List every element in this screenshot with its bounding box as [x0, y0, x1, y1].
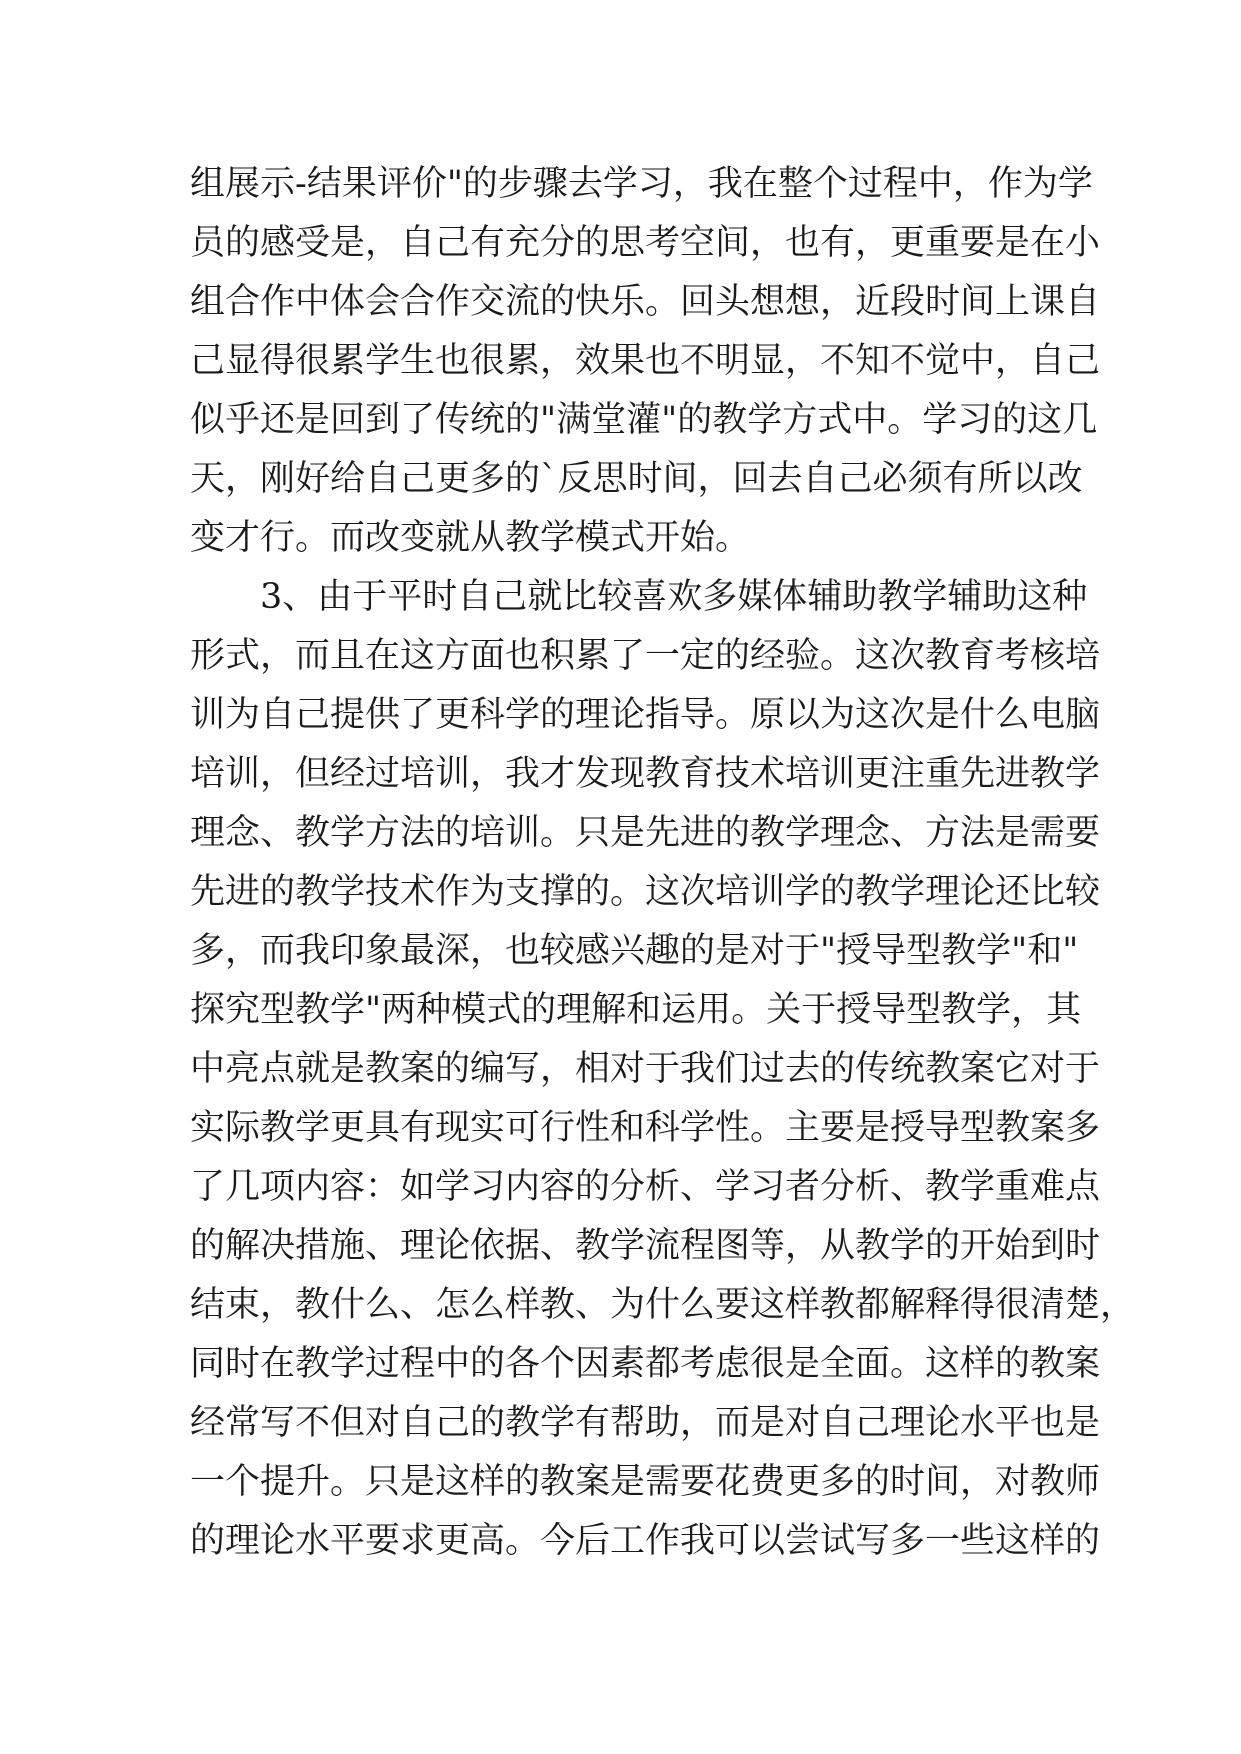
- text-line: 形式，而且在这方面也积累了一定的经验。这次教育考核培: [190, 636, 1101, 676]
- text-line: 的理论水平要求更高。今后工作我可以尝试写多一些这样的: [190, 1521, 1101, 1561]
- text-line: 的解决措施、理论依据、教学流程图等，从教学的开始到时: [190, 1226, 1101, 1266]
- text-line: 结束，教什么、怎么样教、为什么要这样教都解释得很清楚，: [190, 1285, 1136, 1325]
- text-line: 中亮点就是教案的编写，相对于我们过去的传统教案它对于: [190, 1049, 1101, 1089]
- text-line: 一个提升。只是这样的教案是需要花费更多的时间，对教师: [190, 1462, 1101, 1502]
- text-line: 同时在教学过程中的各个因素都考虑很是全面。这样的教案: [190, 1344, 1101, 1384]
- text-line: 组合作中体会合作交流的快乐。回头想想，近段时间上课自: [190, 282, 1101, 322]
- text-line: 训为自己提供了更科学的理论指导。原以为这次是什么电脑: [190, 695, 1101, 735]
- text-line: 探究型教学"两种模式的理解和运用。关于授导型教学，其: [190, 990, 1082, 1030]
- text-line: 组展示-结果评价"的步骤去学习，我在整个过程中，作为学: [190, 164, 1093, 204]
- text-line: 变才行。而改变就从教学模式开始。: [190, 518, 751, 558]
- text-line: 员的感受是，自己有充分的思考空间，也有，更重要是在小: [190, 223, 1101, 263]
- text-line: 3、由于平时自己就比较喜欢多媒体辅助教学辅助这种: [190, 577, 1088, 617]
- text-line: 实际教学更具有现实可行性和科学性。主要是授导型教案多: [190, 1108, 1101, 1148]
- text-line: 似乎还是回到了传统的"满堂灌"的教学方式中。学习的这几: [190, 400, 1098, 440]
- text-line: 培训，但经过培训，我才发现教育技术培训更注重先进教学: [190, 754, 1101, 794]
- text-line: 了几项内容：如学习内容的分析、学习者分析、教学重难点: [190, 1167, 1101, 1207]
- text-line: 理念、教学方法的培训。只是先进的教学理念、方法是需要: [190, 813, 1101, 853]
- text-line: 己显得很累学生也很累，效果也不明显，不知不觉中，自己: [190, 341, 1101, 381]
- text-line: 经常写不但对自己的教学有帮助，而是对自己理论水平也是: [190, 1403, 1101, 1443]
- text-line: 天，刚好给自己更多的`反思时间，回去自己必须有所以改: [190, 459, 1083, 499]
- text-line: 多，而我印象最深，也较感兴趣的是对于"授导型教学"和": [190, 931, 1079, 971]
- text-line: 先进的教学技术作为支撑的。这次培训学的教学理论还比较: [190, 872, 1101, 912]
- document-body: [190, 155, 1136, 1571]
